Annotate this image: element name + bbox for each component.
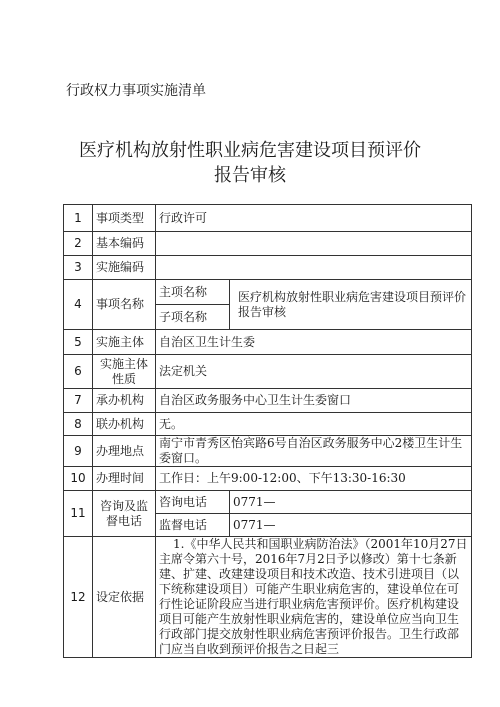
list-header: 行政权力事项实施清单 — [66, 83, 206, 99]
row-value — [156, 232, 472, 256]
row-number: 8 — [64, 413, 93, 436]
row-value: 行政许可 — [156, 205, 472, 232]
row-number: 10 — [64, 467, 93, 491]
table-row — [64, 232, 472, 256]
row-number: 11 — [64, 491, 93, 537]
row-label: 实施主体 — [93, 330, 156, 355]
consult-phone-value: 0771— — [230, 491, 472, 514]
main-item-value: 医疗机构放射性职业病危害建设项目预评价报告审核 — [230, 280, 472, 330]
legal-basis-text: 1.《中华人民共和国职业病防治法》（2001年10月27日主席令第六十号，2016年7月2日予以修改）第十七条新建、扩建、改建建设项目和技术改造、技术引进项目（以下统称建设项目）可能产生职业病危害的，建设单位在可行性论证阶段应当进行职业病危害预评价。医疗机构建设项目可能产生放射性职业病危害的，建设单位应当向卫生行政部门提交放射性职业病危害预评价报告。卫生行政部门应当自收到预评价报告之日起三 — [156, 537, 472, 658]
row-number: 3 — [64, 256, 93, 280]
row-value: 自治区政务服务中心卫生计生委窗口 — [156, 389, 472, 413]
row-number: 7 — [64, 389, 93, 413]
table-row — [64, 413, 472, 436]
table-row — [64, 436, 472, 467]
item-table — [63, 204, 472, 658]
table-row — [64, 491, 472, 514]
row-number: 2 — [64, 232, 93, 256]
table-row — [64, 205, 472, 232]
row-value: 无。 — [156, 413, 472, 436]
row-value: 自治区卫生计生委 — [156, 330, 472, 355]
row-label: 事项类型 — [93, 205, 156, 232]
row-value: 南宁市青秀区怡宾路6号自治区政务服务中心2楼卫生计生委窗口。 — [156, 436, 472, 467]
table-row — [64, 330, 472, 355]
row-label: 咨询及监督电话 — [93, 491, 156, 537]
sub-item-label: 子项名称 — [156, 305, 230, 330]
row-number: 6 — [64, 355, 93, 389]
row-label: 基本编码 — [93, 232, 156, 256]
table-row — [64, 537, 472, 658]
row-number: 1 — [64, 205, 93, 232]
page-title-line-2: 报告审核 — [214, 165, 286, 186]
row-label: 联办机构 — [93, 413, 156, 436]
row-label: 实施主体性质 — [93, 355, 156, 389]
page-title-line-1: 医疗机构放射性职业病危害建设项目预评价 — [79, 140, 421, 161]
table-row — [64, 355, 472, 389]
table-row — [64, 280, 472, 305]
row-number: 12 — [64, 537, 93, 658]
table-row — [64, 389, 472, 413]
row-value — [156, 256, 472, 280]
row-label: 承办机构 — [93, 389, 156, 413]
row-label: 办理地点 — [93, 436, 156, 467]
table-row — [64, 467, 472, 491]
row-label: 设定依据 — [93, 537, 156, 658]
row-value: 工作日：上午9:00-12:00、下午13:30-16:30 — [156, 467, 472, 491]
row-label: 事项名称 — [93, 280, 156, 330]
row-number: 9 — [64, 436, 93, 467]
consult-phone-label: 咨询电话 — [156, 491, 230, 514]
row-label: 办理时间 — [93, 467, 156, 491]
row-label: 实施编码 — [93, 256, 156, 280]
row-value: 法定机关 — [156, 355, 472, 389]
supervise-phone-value: 0771— — [230, 514, 472, 537]
main-item-label: 主项名称 — [156, 280, 230, 305]
row-number: 4 — [64, 280, 93, 330]
table-row — [64, 256, 472, 280]
supervise-phone-label: 监督电话 — [156, 514, 230, 537]
row-number: 5 — [64, 330, 93, 355]
